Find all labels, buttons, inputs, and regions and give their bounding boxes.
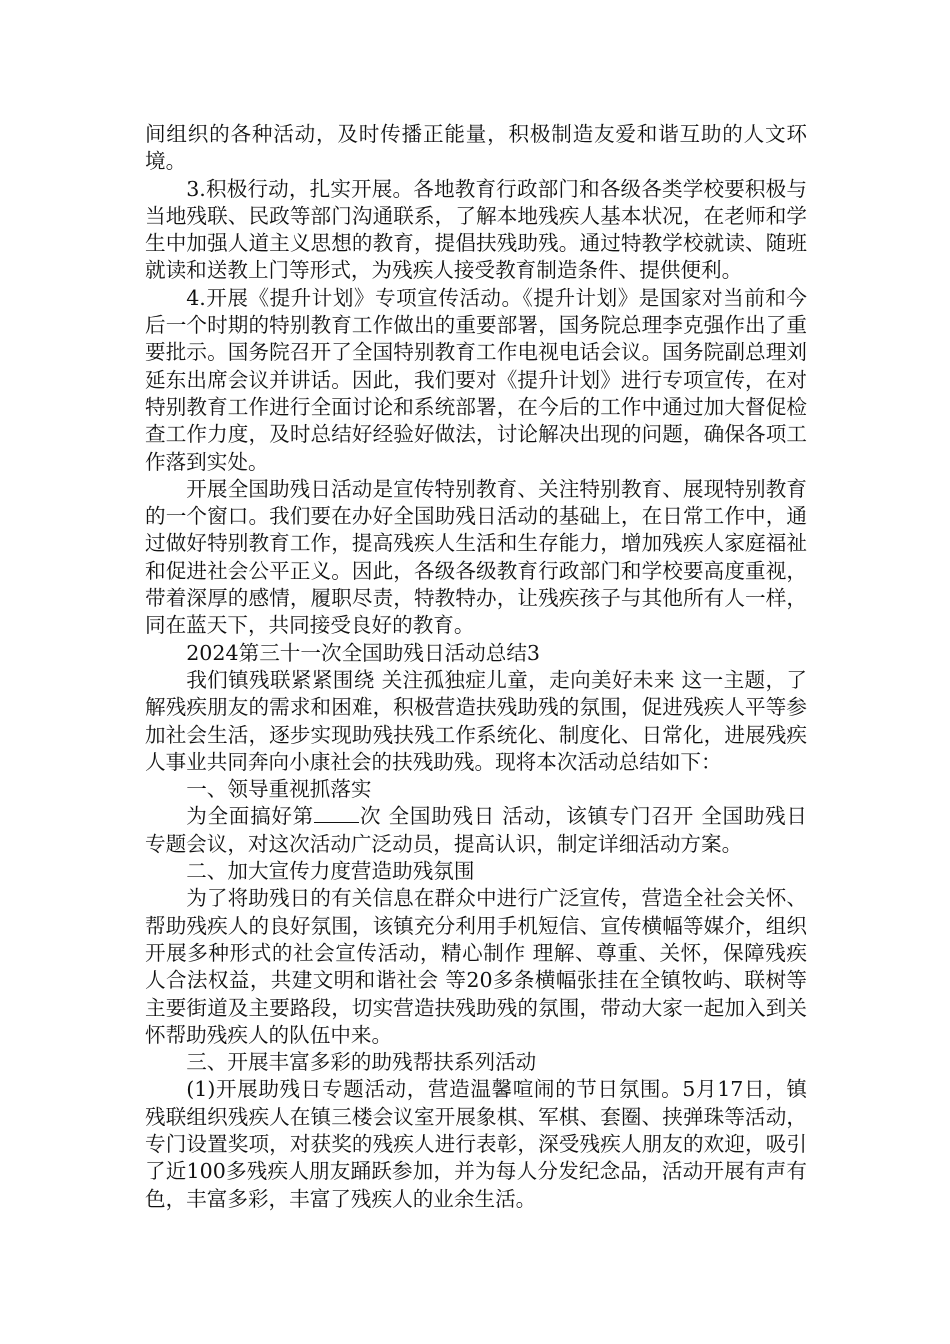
heading-3: 三、开展丰富多彩的助残帮扶系列活动 — [186, 1050, 537, 1075]
section-title: 2024第三十一次全国助残日活动总结3 — [186, 640, 541, 665]
heading-1: 一、领导重视抓落实 — [186, 777, 372, 802]
paragraph-heading-3-body: (1)开展助残日专题活动，营造温馨喧闹的节日氛围。5月17日，镇残联组织残疾人在镇三楼会议室开展象棋、军棋、套圈、挟弹珠等活动，专门设置奖项，对获奖的残疾人进行表彰，深受残疾人朋友的欢迎，吸引了近100多残疾人朋友踊跃参加，并为每人分发纪念品，活动开展有声有色，丰富多彩，丰富了残疾人的业余生活。 — [145, 1077, 807, 1211]
fill-in-blank — [314, 804, 359, 824]
paragraph-item-3: 3.积极行动，扎实开展。各地教育行政部门和各级各类学校要积极与当地残联、民政等部门沟通联系，了解本地残疾人基本状况，在老师和学生中加强人道主义思想的教育，提倡扶残助残。通过特教学校就读、随班就读和送教上门等形式，为残疾人接受教育制造条件、提供便利。 — [145, 176, 807, 283]
paragraph-intro: 我们镇残联紧紧围绕 关注孤独症儿童，走向美好未来 这一主题，了解残疾朋友的需求和困难，积极营造扶残助残的氛围，促进残疾人平等参加社会生活，逐步实现助残扶残工作系统化、制度化、日常化，进展残疾人事业共同奔向小康社会的扶残助残。现将本次活动总结如下： — [145, 667, 807, 774]
paragraph-text-after-blank: 次 全国助残日 活动，该镇专门召开 全国助残日 专题会议，对这次活动广泛动员，提高认识，制定详细活动方案。 — [145, 804, 808, 856]
paragraph-conclusion: 开展全国助残日活动是宣传特别教育、关注特别教育、展现特别教育的一个窗口。我们要在办好全国助残日活动的基础上，在日常工作中，通过做好特别教育工作，提高残疾人生活和生存能力，增加残疾人家庭福祉和促进社会公平正义。因此，各级各级教育行政部门和学校要高度重视，带着深厚的感情，履职尽责，特教特办，让残疾孩子与其他所有人一样，同在蓝天下，共同接受良好的教育。 — [145, 476, 807, 638]
paragraph-item-4: 4.开展《提升计划》专项宣传活动。《提升计划》是国家对当前和今后一个时期的特别教育工作做出的重要部署，国务院总理李克强作出了重要批示。国务院召开了全国特别教育工作电视电话会议。国务院副总理刘延东出席会议并讲话。因此，我们要对《提升计划》进行专项宣传，在对特别教育工作进行全面讨论和系统部署，在今后的工作中通过加大督促检查工作力度，及时总结好经验好做法，讨论解决出现的问题，确保各项工作落到实处。 — [145, 285, 807, 474]
paragraph-text-before-blank: 为全面搞好第 — [186, 804, 314, 829]
paragraph-heading-1-body — [145, 803, 807, 858]
document-page — [145, 121, 807, 1213]
paragraph-heading-2-body: 为了将助残日的有关信息在群众中进行广泛宣传，营造全社会关怀、帮助残疾人的良好氛围，该镇充分利用手机短信、宣传横幅等媒介，组织开展多种形式的社会宣传活动，精心制作 理解、尊重、关怀，保障残疾人合法权益，共建文明和谐社会 等20多条横幅张挂在全镇牧屿、联树等主要街道及主要路段，切实营造扶残助残的氛围，带动大家一起加入到关怀帮助残疾人的队伍中来。 — [145, 886, 807, 1047]
paragraph-continuation: 间组织的各种活动，及时传播正能量，积极制造友爱和谐互助的人文环境。 — [145, 122, 807, 174]
heading-2: 二、加大宣传力度营造助残氛围 — [186, 859, 475, 884]
